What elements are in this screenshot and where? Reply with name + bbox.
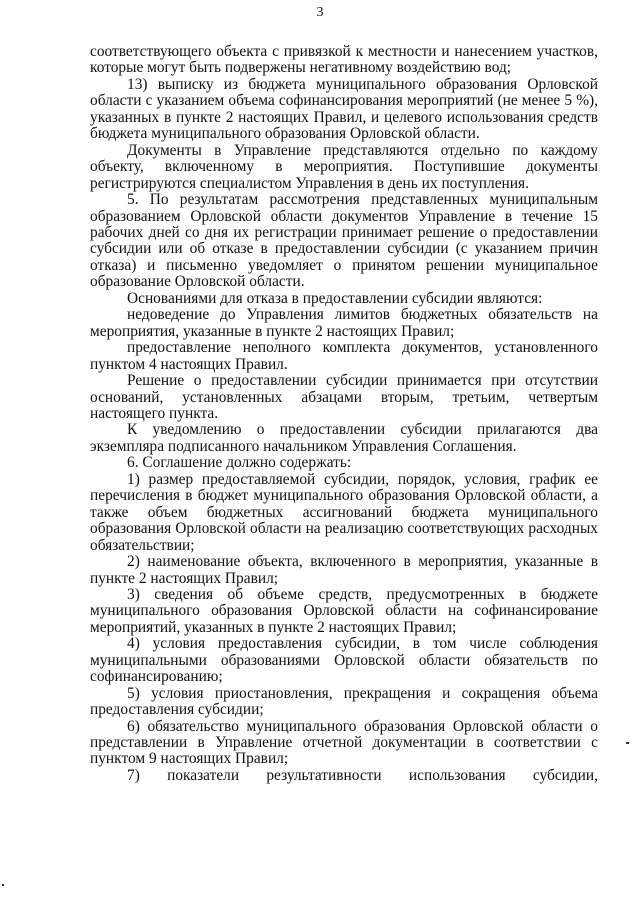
paragraph-item-6: 6) обязательство муниципального образования Орловской области о представлении в Управление отчетной документации в соответствии с пунктом 9 настоящих Правил; [90, 717, 598, 768]
page-number: 3 [316, 5, 324, 20]
paragraph-item-13: 13) выписку из бюджета муниципального образования Орловской области с указанием объема софинансирования мероприятий (не менее 5 %), указанных в пункте 2 настоящих Правил, и целевого использования средств бюджета муниципального образования Орловской области. [90, 75, 598, 143]
paragraph-item-1: 1) размер предоставляемой субсидии, порядок, условия, график ее перечисления в бюджет муниципального образования Орловской области, а также объем бюджетных ассигнований бюджета муниципального образования Орловской области на реализацию соответствующих расходных обязательствии; [90, 470, 598, 554]
scan-speck [2, 884, 4, 886]
paragraph-item-2: 2) наименование объекта, включенного в мероприятия, указанные в пункте 2 настоящих Правил; [90, 553, 598, 587]
paragraph-refusal-grounds: Основаниями для отказа в предоставлении субсидии являются: [127, 289, 543, 307]
paragraph-item-4: 4) условия предоставления субсидии, в том числе соблюдения муниципальными образованиями Орловской области обязательств по софинансированию; [90, 635, 598, 686]
paragraph-item-5: 5) условия приостановления, прекращения и сокращения объема предоставления субсидии; [90, 684, 598, 719]
paragraph-refusal-limits: недоведение до Управления лимитов бюджетных обязательств на мероприятия, указанные в пункте 2 настоящих Правил; [90, 306, 598, 340]
scan-speck [626, 742, 629, 744]
paragraph-notification: К уведомлению о предоставлении субсидии прилагаются два экземпляра подписанного начальником Управления Соглашения. [90, 421, 598, 455]
paragraph-point-5: 5. По результатам рассмотрения представленных муниципальным образованием Орловской области документов Управление в течение 15 рабочих дней со дня их регистрации принимает решение о предоставлении субсидии или об отказе в предоставлении субсидии (с указанием причин отказа) и письменно уведомляет о принятом решении муниципальное образование Орловской области. [90, 191, 598, 291]
paragraph-continuation: соответствующего объекта с привязкой к местности и нанесением участков, которые могут быть подвержены негативному воздействию вод; [90, 43, 598, 77]
paragraph-refusal-incomplete: предоставление неполного комплекта документов, установленного пунктом 4 настоящих Правил. [90, 339, 598, 373]
document-body [90, 44, 598, 784]
paragraph-point-6: 6. Соглашение должно содержать: [127, 454, 352, 472]
paragraph-item-3: 3) сведения об объеме средств, предусмотренных в бюджете муниципального образования Орловской области на софинансирование мероприятий, указанных в пункте 2 настоящих Правил; [90, 585, 598, 636]
paragraph-item-7: 7) показатели результативности использования субсидии, [127, 766, 598, 784]
paragraph-decision: Решение о предоставлении субсидии принимается при отсутствии оснований, установленных абзацами вторым, третьим, четвертым настоящего пункта. [90, 372, 598, 422]
paragraph-documents-submission: Документы в Управление представляются отдельно по каждому объекту, включенному в мероприятия. Поступившие документы регистрируются специалистом Управления в день их поступления. [90, 141, 598, 192]
